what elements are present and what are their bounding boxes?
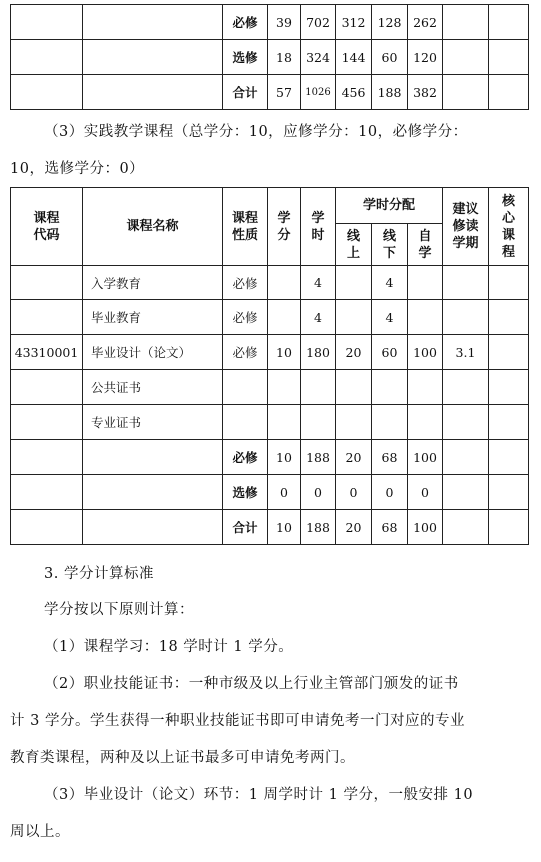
row-label: 合计 <box>223 75 268 110</box>
table-row <box>11 335 529 370</box>
header-core: 核心课程 <box>489 188 529 266</box>
nature-cell: 必修 <box>223 335 268 370</box>
header-self: 自学 <box>408 224 443 266</box>
credits-cell: 10 <box>268 335 301 370</box>
credits-cell: 10 <box>268 510 301 545</box>
offline-cell <box>372 405 408 440</box>
lecture-cell: 456 <box>336 75 372 110</box>
credits-cell <box>268 370 301 405</box>
code-cell <box>11 370 83 405</box>
table-row <box>11 40 529 75</box>
online-cell <box>336 405 372 440</box>
core-cell <box>489 405 529 440</box>
credits-cell: 0 <box>268 475 301 510</box>
table-row <box>11 405 529 440</box>
name-cell: 毕业设计（论文） <box>83 335 223 370</box>
hours-cell <box>301 405 336 440</box>
self-cell: 100 <box>408 440 443 475</box>
header-term: 建议修读学期 <box>443 188 489 266</box>
nature-cell <box>223 405 268 440</box>
row-label: 合计 <box>223 510 268 545</box>
header-nature: 课程性质 <box>223 188 268 266</box>
header-credits: 学分 <box>268 188 301 266</box>
offline-cell <box>372 370 408 405</box>
header-distribution: 学时分配 <box>336 188 443 224</box>
nature-cell: 必修 <box>223 266 268 300</box>
term-cell <box>443 266 489 300</box>
summary-row <box>11 510 529 545</box>
hours-cell <box>301 370 336 405</box>
table-row <box>11 5 529 40</box>
credits-cell <box>268 300 301 335</box>
header-offline: 线下 <box>372 224 408 266</box>
self-cell <box>408 300 443 335</box>
item2-line1: （2）职业技能证书：一种市级及以上行业主管部门颁发的证书 <box>44 676 459 692</box>
offline-cell: 0 <box>372 475 408 510</box>
header-name: 课程名称 <box>83 188 223 266</box>
practice-course-table <box>10 187 529 545</box>
online-cell <box>336 266 372 300</box>
nature-cell: 必修 <box>223 300 268 335</box>
lab-cell: 128 <box>372 5 408 40</box>
term-cell <box>443 370 489 405</box>
summary-row <box>11 475 529 510</box>
section3-line1: （3）实践教学课程（总学分：10，应修学分：10，必修学分： <box>44 124 468 140</box>
item3-line2: 周以上。 <box>10 824 70 840</box>
summary-row <box>11 440 529 475</box>
nature-cell <box>223 370 268 405</box>
table-row <box>11 75 529 110</box>
self-cell: 120 <box>408 40 443 75</box>
term-cell: 3.1 <box>443 335 489 370</box>
online-cell: 0 <box>336 475 372 510</box>
name-cell: 专业证书 <box>83 405 223 440</box>
core-cell <box>489 370 529 405</box>
hours-cell: 0 <box>301 475 336 510</box>
section3-line2: 10，选修学分：0） <box>10 161 145 177</box>
section-heading: 3. 学分计算标准 <box>44 566 154 582</box>
offline-cell: 60 <box>372 335 408 370</box>
code-cell <box>11 405 83 440</box>
self-cell <box>408 405 443 440</box>
term-cell <box>443 405 489 440</box>
lecture-cell: 144 <box>336 40 372 75</box>
item1-text: （1）课程学习：18 学时计 1 学分。 <box>44 639 294 655</box>
hours-cell: 188 <box>301 440 336 475</box>
online-cell: 20 <box>336 510 372 545</box>
offline-cell: 68 <box>372 510 408 545</box>
item2-line2: 计 3 学分。学生获得一种职业技能证书即可申请免考一门对应的专业 <box>10 713 465 729</box>
table-row <box>11 370 529 405</box>
table-row <box>11 266 529 300</box>
header-code: 课程代码 <box>11 188 83 266</box>
summary-table-previous <box>10 4 529 110</box>
hours-cell: 4 <box>301 300 336 335</box>
hours-cell: 180 <box>301 335 336 370</box>
term-cell <box>443 300 489 335</box>
self-cell <box>408 266 443 300</box>
row-label: 必修 <box>223 440 268 475</box>
self-cell: 262 <box>408 5 443 40</box>
online-cell <box>336 300 372 335</box>
credits-cell <box>268 405 301 440</box>
row-label: 必修 <box>223 5 268 40</box>
code-cell: 43310001 <box>11 335 83 370</box>
hours-cell: 324 <box>301 40 336 75</box>
core-cell <box>489 266 529 300</box>
hours-cell: 188 <box>301 510 336 545</box>
offline-cell: 68 <box>372 440 408 475</box>
header-row <box>11 188 529 224</box>
core-cell <box>489 300 529 335</box>
header-online: 线上 <box>336 224 372 266</box>
header-hours: 学时 <box>301 188 336 266</box>
lecture-cell: 312 <box>336 5 372 40</box>
code-cell <box>11 300 83 335</box>
lab-cell: 188 <box>372 75 408 110</box>
online-cell: 20 <box>336 440 372 475</box>
offline-cell: 4 <box>372 266 408 300</box>
self-cell <box>408 370 443 405</box>
hours-cell: 1026 <box>301 75 336 110</box>
item2-line3: 教育类课程，两种及以上证书最多可申请免考两门。 <box>10 750 355 766</box>
self-cell: 0 <box>408 475 443 510</box>
row-label: 选修 <box>223 40 268 75</box>
hours-cell: 4 <box>301 266 336 300</box>
item3-line1: （3）毕业设计（论文）环节：1 周学时计 1 学分，一般安排 10 <box>44 787 474 803</box>
table-row <box>11 300 529 335</box>
online-cell: 20 <box>336 335 372 370</box>
code-cell <box>11 266 83 300</box>
credits-cell <box>268 266 301 300</box>
row-label: 选修 <box>223 475 268 510</box>
name-cell: 毕业教育 <box>83 300 223 335</box>
lab-cell: 60 <box>372 40 408 75</box>
core-cell <box>489 335 529 370</box>
hours-cell: 702 <box>301 5 336 40</box>
name-cell: 入学教育 <box>83 266 223 300</box>
credits-cell: 18 <box>268 40 301 75</box>
credits-cell: 10 <box>268 440 301 475</box>
credits-cell: 57 <box>268 75 301 110</box>
self-cell: 382 <box>408 75 443 110</box>
name-cell: 公共证书 <box>83 370 223 405</box>
offline-cell: 4 <box>372 300 408 335</box>
self-cell: 100 <box>408 335 443 370</box>
online-cell <box>336 370 372 405</box>
intro-text: 学分按以下原则计算： <box>44 602 194 618</box>
self-cell: 100 <box>408 510 443 545</box>
credits-cell: 39 <box>268 5 301 40</box>
